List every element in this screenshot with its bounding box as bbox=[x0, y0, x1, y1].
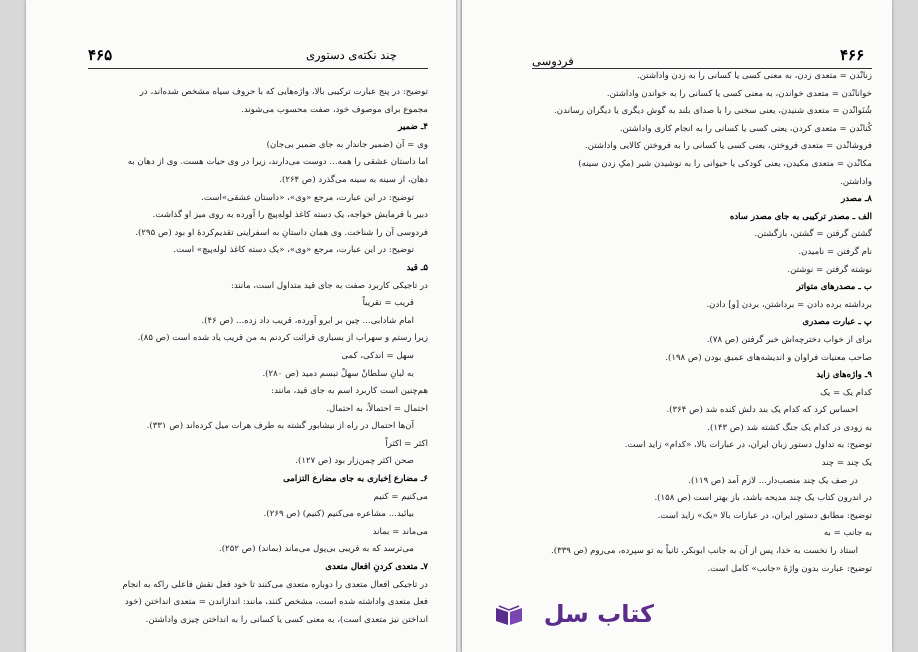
section-heading: ب ـ مصدرهای متواتر bbox=[796, 282, 872, 293]
text-line: بیائید... مشاعره می‌کنیم (کنیم) (ص ۲۶۹). bbox=[263, 509, 414, 520]
text-line: برداشته برده دادن = برداشتن، بردن [و] دادن. bbox=[706, 299, 872, 310]
text-line: در تاجیکی کاربرد صفت به جای قید متداول است، مانند: bbox=[230, 280, 428, 291]
text-line: صاحب معنیات فراوان و اندیشه‌های عمیق بودن (ص ۱۹۸). bbox=[665, 352, 872, 363]
section-heading: الف ـ مصدر ترکیبی به جای مصدر ساده bbox=[729, 211, 872, 222]
watermark-text: کتاب سل bbox=[543, 600, 654, 628]
running-title: چند نکته‌ی دستوری bbox=[306, 48, 397, 62]
text-line: اما داستان عشقی را همه... دوست می‌دارند، زیرا در وی حیات هست. وی از دهان به bbox=[127, 157, 428, 168]
section-heading: ۵ـ قید bbox=[406, 262, 428, 273]
page-body bbox=[88, 84, 428, 629]
text-line: به لبانِ سلطانْ سهلْ تبسم دمید (ص ۲۸۰). bbox=[262, 368, 414, 379]
page-number: ۴۶۵ bbox=[88, 46, 113, 64]
text-line: توضیح: مطابق دستور ایران، در عبارات بالا «یک» زاید است. bbox=[657, 510, 872, 521]
section-heading: ۸ـ مصدر bbox=[841, 194, 872, 205]
text-line: توضیح: در این عبارت، مرجع «وی»، «یک دسته کاغذ لوله‌پیچ» است. bbox=[173, 245, 414, 256]
text-line: می‌کنیم = کنیم bbox=[373, 491, 428, 502]
text-line: دبیر با فرمایش خواجه، یک دسته کاغذ لوله‌پیچ را آورده به روی میز او گذاشت. bbox=[152, 210, 428, 221]
text-line: استاد را نخست به خدا، پس از آن به جانب ابوبکر، ثانیاً به تو سپرده، می‌روم (ص ۳۳۹). bbox=[550, 546, 858, 557]
text-line: نام گرفتن = نامیدن. bbox=[798, 246, 872, 257]
text-line: احساس کرد که کدام یک بند دلش کنده شد (ص ۳۶۴). bbox=[666, 405, 858, 416]
text-line: به جانب = به bbox=[823, 528, 872, 539]
text-line: هم‌چنین است کاربرد اسم به جای قید، مانند: bbox=[271, 386, 428, 397]
text-line: می‌ماند = بماند bbox=[372, 526, 428, 537]
text-line: فروشانْدن = متعدی فروختن، یعنی کسی یا کسانی را به فروختن کالایی واداشتن. bbox=[585, 141, 872, 152]
text-line: برای از خواب دخترچه‌اش خبر گرفتن (ص ۷۸). bbox=[706, 334, 872, 345]
text-line: دهان، از سینه به سینه می‌گذرد (ص ۲۶۴). bbox=[279, 174, 428, 185]
running-title: فردوسی bbox=[532, 54, 574, 68]
text-line: آن‌ها احتمال در راه از نیشابور گشته به طرف هرات میل کرده‌اند (ص ۳۳۱). bbox=[146, 421, 414, 432]
section-heading: ۶ـ مضارع اِخباری به جای مضارع التزامی bbox=[283, 474, 428, 485]
left-page bbox=[26, 0, 456, 652]
section-heading: ۹ـ واژه‌های زاید bbox=[816, 370, 872, 381]
page-body bbox=[532, 68, 872, 578]
text-line: نوشته گرفتن = نوشتن. bbox=[787, 264, 872, 275]
text-line: توضیح: در پنج عبارت ترکیبی بالا، واژه‌هایی که با حروف سیاه مشخص شده‌اند، در bbox=[139, 87, 428, 97]
text-line: زیرا رستم و سهراب از بسیاری قرائت کردنم به من قریب یاد شده است (ص ۸۵). bbox=[137, 333, 428, 344]
text-line: زنانْدن = متعدی زدن، به معنی کسی یا کسانی را به زدن واداشتن. bbox=[636, 71, 872, 81]
text-line: گشتن گرفتن = گشتن، بازگشتن. bbox=[754, 229, 872, 240]
text-line: فعل متعدی واداشته شده است، مشخص کنند، مانند: اندازاندن = متعدی انداختن (خود bbox=[124, 597, 428, 608]
text-line: یک چند = چند bbox=[821, 458, 872, 469]
text-line: مجموع برای موصوف خود، صفت محسوب می‌شوند. bbox=[241, 104, 428, 115]
text-line: سهل = اندکی، کمی bbox=[341, 350, 414, 361]
text-line: توضیح: به تداول دستور زبان ایران، در عبارات بالا، «کدام» زاید است. bbox=[624, 440, 872, 451]
section-heading: ۷ـ متعدی کردنِ افعال متعدی bbox=[325, 562, 428, 573]
text-line: امام شادابی... چین بر ابرو آورده، قریب داد زده... (ص ۴۶). bbox=[201, 315, 414, 326]
text-line: صحن اکثر چمن‌زار بود (ص ۱۲۷). bbox=[295, 456, 414, 467]
text-line: مکانْدن = متعدی مکیدن، یعنی کودکی یا حیوانی را به نوشیدن شیر (مکِ زدن سینه) bbox=[578, 158, 872, 169]
text-line: واداشتن. bbox=[840, 176, 872, 187]
text-line: کُنانْدن = متعدی کردن، یعنی کسی یا کسانی را به انجام کاری واداشتن. bbox=[619, 123, 872, 134]
text-line: می‌ترسد که به قریبی بی‌پول می‌ماند (بماند) (ص ۲۵۲). bbox=[219, 544, 414, 555]
text-line: به زودی در کدام یک جنگ کشته شد (ص ۱۴۳). bbox=[707, 422, 872, 433]
text-line: قریب = تقریباً bbox=[362, 298, 414, 309]
book-icon bbox=[494, 604, 524, 626]
text-line: فردوسی آن را شناخت. وی همان داستانِ به اسفراینی تقدیم‌کردهٔ او بود (ص ۲۹۵). bbox=[135, 227, 428, 238]
text-line: انداختن نیز متعدی است)، به معنی کسی یا کسانی را به انداختن چیزی واداشتن. bbox=[145, 614, 428, 625]
text-line: در تاجیکی افعال متعدی را دوباره متعدی می‌کنند تا خود فعل نقش فاعلی راکه به انجام bbox=[122, 579, 428, 590]
text-line: توضیح: در این عبارت، مرجع «وی»، «داستان عشقی»است. bbox=[201, 192, 414, 203]
text-line: در اندرون کتاب یک چند مدیحه باشد، باز بهتر است (ص ۱۵۸). bbox=[654, 493, 872, 504]
section-heading: پ ـ عبارت مصدری bbox=[802, 317, 872, 328]
text-line: در صف یک چند منصب‌دار... لازم آمد (ص ۱۱۹). bbox=[688, 475, 858, 486]
text-line: اکثر = اکثراً bbox=[385, 438, 428, 449]
page-number: ۴۶۶ bbox=[840, 46, 865, 64]
text-line: شُنَوانْدن = متعدی شنیدن، یعنی سخنی را با صدای بلند به گوش دیگری یا دیگران رساندن. bbox=[554, 106, 872, 117]
watermark-logo bbox=[494, 596, 654, 636]
text-line: توضیح: عبارت بدون واژهٔ «جانب» کامل است. bbox=[707, 563, 872, 574]
text-line: احتمال = احتمالاً، به احتمال. bbox=[326, 403, 428, 414]
text-line: خوانانْدن = متعدی خواندن، به معنی کسی یا کسانی را به خواندن واداشتن. bbox=[606, 88, 872, 99]
text-line: کدام یک = یک bbox=[820, 387, 872, 398]
section-heading: ۴ـ ضمیر bbox=[398, 122, 428, 133]
header-rule bbox=[88, 68, 428, 69]
right-page bbox=[462, 0, 892, 652]
text-line: وی = آن (ضمیر جاندار به جای ضمیر بی‌جان) bbox=[266, 139, 428, 150]
